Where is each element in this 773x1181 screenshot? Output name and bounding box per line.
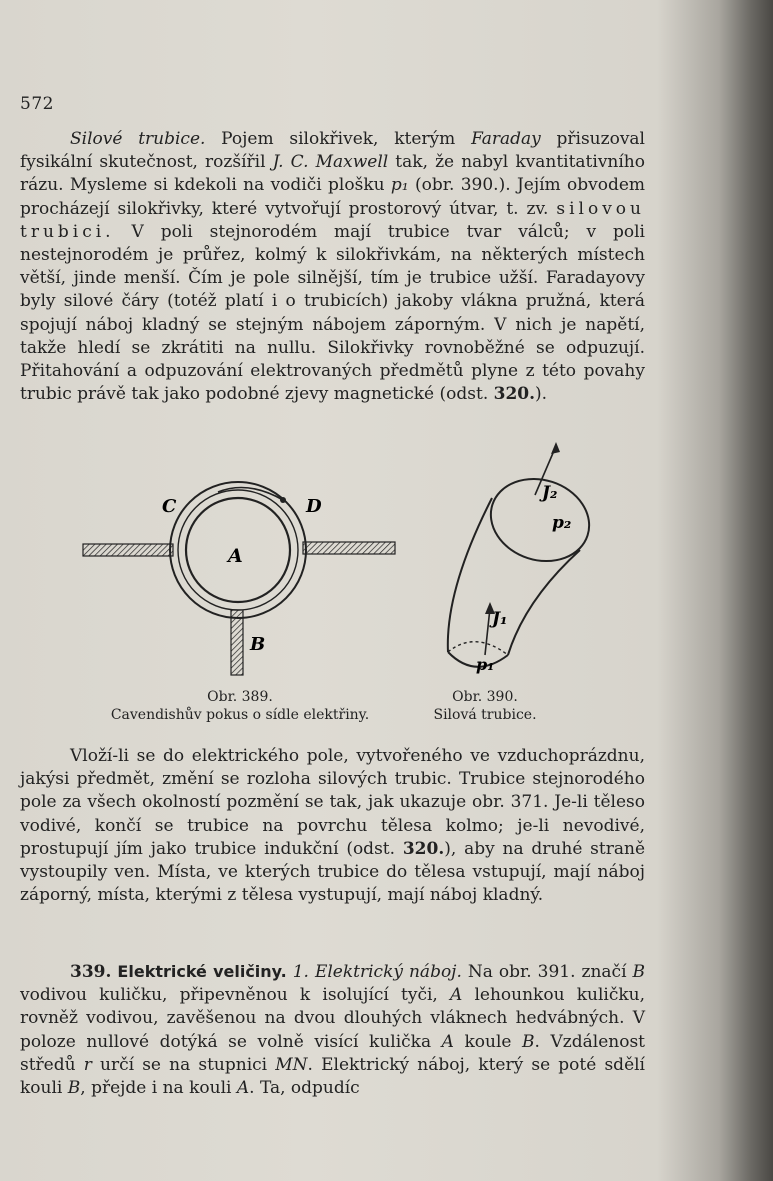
text-run: . Vzdálenost středů	[20, 1031, 645, 1075]
symbol-b: B	[632, 962, 646, 982]
text-run: . Elektrický náboj, který se poté sdělí kouli	[20, 1054, 645, 1099]
tube-left-edge	[448, 498, 492, 652]
text-run: určí se na stupnici	[91, 1054, 276, 1075]
section-heading: Elektrické veličiny.	[117, 962, 287, 981]
left-rod	[83, 544, 173, 556]
symbol-p1: p₁	[390, 175, 409, 196]
name-faraday: Faraday	[471, 129, 541, 149]
text-run: koule	[453, 1031, 523, 1052]
name-maxwell: J. C. Maxwell	[272, 152, 389, 173]
section-number: 339.	[70, 962, 112, 982]
label-d: D	[306, 496, 322, 517]
label-c: C	[162, 496, 177, 517]
label-p2: p₂	[552, 513, 572, 533]
label-p1: p₁	[476, 655, 495, 674]
label-j2: J₂	[542, 483, 558, 503]
text-run: tak, že nabyl kvantitativního rázu. Mysleme si kdekoli na vodiči plošku	[20, 152, 645, 196]
paragraph-section-339	[20, 960, 645, 1100]
figure-389-cavendish	[78, 470, 408, 685]
spaced-term: silovou trubici.	[20, 198, 645, 242]
bottom-rod	[231, 610, 243, 675]
label-b: B	[250, 634, 266, 655]
symbol-b: B	[67, 1078, 81, 1099]
symbol-a: A	[236, 1078, 250, 1099]
paragraph-silove-trubice	[20, 128, 645, 406]
tube-bottom-back	[448, 642, 508, 655]
caption-390-number: Obr. 390.	[452, 689, 518, 705]
text-run: lehounkou kuličku, rovněž vodivou, zavěšenou na dvou dlouhých vláknech hedvábných. V poloze nullové dotýká se volně visící kulička	[20, 985, 645, 1052]
text-run: Vloží-li se do elektrického pole, vytvořeného ve vzduchoprázdnu, jakýsi předmět, změní se rozloha silových trubic. Trubice stejnorodého pole za všech okolností pozmění se tak, jak ukazuje obr. 371. Je-li těleso vodivé, končí se trubice na povrchu tělesa kolmo; je-li nevodivé, prostupují jím jako trubice indukční (odst.	[20, 746, 645, 859]
page-number: 572	[20, 94, 54, 114]
symbol-r: r	[83, 1054, 92, 1075]
text-run: ), aby na druhé straně vystoupily ven. Místa, ve kterých trubice do tělesa vstupují, mají náboj záporný, místa, kterými z tělesa vystupují, mají náboj kladný.	[20, 838, 646, 906]
caption-390	[420, 688, 550, 724]
caption-389-text: Cavendishův pokus o sídle elektřiny.	[110, 707, 370, 723]
caption-389	[80, 688, 400, 724]
section-ref: 320.	[493, 384, 536, 405]
text-run: přisuzoval fysikální skutečnost, rozšířil	[20, 129, 645, 173]
text-run: , přejde i na kouli	[80, 1078, 237, 1099]
text-run: V poli stejnorodém mají trubice tvar válců; v poli nestejnorodém je průřez, kolmý k silokřivkám, na některých místech větší, jinde menší. Čím je pole silnější, tím je trubice užší. Faradayovy byly silové čáry (totéž platí i o trubicích) jakoby vlákna pružná, která spojují náboj kladný se stejným nábojem záporným. V nich je napětí, takže hledí se zkrátiti na nullu. Silokřivky rovnoběžné se odpuzují. Přitahování a odpuzování elektrovaných předmětů plyne z této povahy trubic právě tak jako podobné zjevy magnetické (odst.	[20, 221, 645, 405]
caption-389-number: Obr. 389.	[207, 689, 273, 705]
label-j1: J₁	[492, 609, 508, 629]
label-a: A	[228, 545, 243, 567]
lead-italic: Silové trubice.	[70, 129, 206, 149]
upper-hemisphere	[170, 482, 306, 550]
tube-right-edge	[508, 550, 580, 655]
text-run: . Ta, odpudíc	[249, 1078, 360, 1099]
arrow-j1	[485, 608, 490, 655]
text-run: (obr. 390.). Jejím obvodem procházejí silokřivky, které vytvořují prostorový útvar, t. zv.	[20, 175, 646, 219]
section-ref: 320.	[402, 838, 445, 859]
figure-390-force-tube	[430, 440, 605, 685]
text-run: vodivou kuličku, připevněnou k isolující tyči,	[20, 985, 450, 1006]
symbol-b: B	[522, 1031, 535, 1052]
right-rod	[303, 542, 395, 554]
text-run: Na obr. 391. značí	[461, 962, 633, 982]
paragraph-vlozi-li	[20, 745, 645, 907]
symbol-a: A	[450, 985, 463, 1006]
caption-390-text: Silová trubice.	[433, 707, 537, 723]
symbol-mn: MN	[275, 1054, 308, 1075]
text-run: Pojem silokřivek, kterým	[205, 129, 472, 149]
symbol-a: A	[441, 1031, 454, 1052]
text-run: ).	[535, 384, 548, 405]
subheading: 1. Elektrický náboj.	[292, 962, 462, 982]
